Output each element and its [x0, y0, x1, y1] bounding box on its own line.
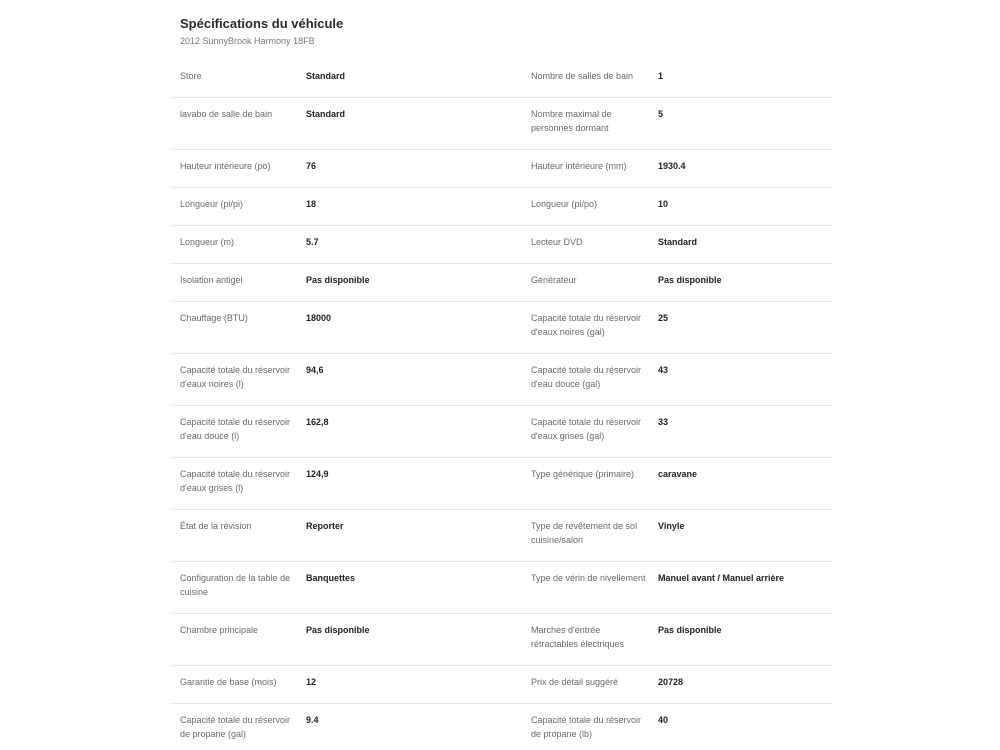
spec-label: Capacité totale du réservoir d'eaux grises (gal) — [531, 417, 642, 441]
spec-row — [522, 60, 832, 98]
spec-value: 1930.4 — [658, 161, 686, 171]
spec-value: Vinyle — [658, 521, 685, 531]
spec-row — [522, 264, 832, 302]
spec-row — [522, 150, 832, 188]
spec-value: Pas disponible — [306, 625, 370, 635]
spec-row — [170, 666, 522, 704]
spec-label: Hauteur intérieure (mm) — [531, 161, 627, 171]
spec-row — [522, 302, 832, 354]
spec-row — [522, 406, 832, 458]
spec-label: Chauffage (BTU) — [180, 313, 248, 323]
spec-value: 40 — [658, 715, 669, 725]
spec-row — [522, 510, 832, 562]
spec-label: Capacité totale du réservoir de propane (lb) — [531, 715, 642, 739]
spec-value: 18 — [306, 199, 317, 209]
spec-value: 76 — [306, 161, 317, 171]
spec-row — [170, 458, 522, 510]
spec-value: 1 — [658, 71, 664, 81]
spec-value: 43 — [658, 365, 669, 375]
spec-label: Longueur (m) — [180, 237, 235, 247]
spec-label: Configuration de la table de cuisine — [180, 573, 291, 597]
page-header — [180, 15, 343, 47]
spec-label: Capacité totale du réservoir d'eaux noires (gal) — [531, 313, 642, 337]
spec-label: Isolation antigel — [180, 275, 243, 285]
spec-label: Capacité totale du réservoir d'eau douce (l) — [180, 417, 291, 441]
spec-row — [522, 458, 832, 510]
spec-row — [170, 188, 522, 226]
spec-value: Standard — [658, 237, 698, 247]
spec-value: 94,6 — [306, 365, 324, 375]
spec-row — [170, 562, 522, 614]
spec-label: Capacité totale du réservoir d'eau douce (gal) — [531, 365, 642, 389]
spec-row — [170, 150, 522, 188]
spec-row — [170, 264, 522, 302]
spec-label: État de la révision — [180, 521, 252, 531]
spec-value: Standard — [306, 71, 346, 81]
spec-value: 25 — [658, 313, 669, 323]
specs-column-right — [522, 60, 832, 750]
spec-label: Capacité totale du réservoir d'eaux grises (l) — [180, 469, 291, 493]
spec-row — [170, 406, 522, 458]
specs-column-left — [170, 60, 522, 750]
spec-row — [522, 614, 832, 666]
spec-row — [522, 354, 832, 406]
spec-value: Pas disponible — [658, 275, 722, 285]
spec-row — [170, 302, 522, 354]
spec-value: 10 — [658, 199, 669, 209]
spec-value: 162,8 — [306, 417, 329, 427]
page-title: Spécifications du véhicule — [180, 16, 344, 31]
spec-label: Capacité totale du réservoir d'eaux noires (l) — [180, 365, 291, 389]
spec-value: 5.7 — [306, 237, 319, 247]
spec-value: Pas disponible — [658, 625, 722, 635]
vehicle-subtitle: 2012 SunnyBrook Harmony 18FB — [180, 36, 315, 46]
spec-label: Prix de détail suggéré — [531, 677, 619, 687]
spec-label: Capacité totale du réservoir de propane (gal) — [180, 715, 291, 739]
spec-label: Chambre principale — [180, 625, 259, 635]
spec-row — [522, 226, 832, 264]
spec-row — [522, 704, 832, 750]
spec-value: Standard — [306, 109, 346, 119]
spec-value: Reporter — [306, 521, 344, 531]
spec-value: Manuel avant / Manuel arrière — [658, 573, 785, 583]
spec-label: Type de revêtement de sol cuisine/salon — [531, 521, 638, 545]
spec-label: Garantie de base (mois) — [180, 677, 277, 687]
spec-label: Nombre de salles de bain — [531, 71, 634, 81]
spec-row — [522, 562, 832, 614]
spec-row — [170, 354, 522, 406]
spec-row — [170, 98, 522, 150]
spec-value: caravane — [658, 469, 698, 479]
spec-row — [170, 614, 522, 666]
spec-value: 9.4 — [306, 715, 319, 725]
spec-label: lavabo de salle de bain — [180, 109, 273, 119]
spec-value: 18000 — [306, 313, 332, 323]
spec-label: Lecteur DVD — [531, 237, 583, 247]
spec-row — [170, 704, 522, 750]
spec-value: 12 — [306, 677, 317, 687]
spec-label: Longueur (pi/po) — [531, 199, 598, 209]
spec-value: 5 — [658, 109, 664, 119]
spec-row — [522, 666, 832, 704]
spec-label: Type générique (primaire) — [531, 469, 635, 479]
spec-label: Générateur — [531, 275, 577, 285]
spec-label: Longueur (pi/pi) — [180, 199, 244, 209]
spec-row — [170, 226, 522, 264]
spec-row — [522, 188, 832, 226]
spec-label: Marches d'entrée rétractables électriques — [531, 625, 625, 649]
spec-value: 20728 — [658, 677, 684, 687]
spec-label: Type de vérin de nivellement — [531, 573, 646, 583]
spec-value: Pas disponible — [306, 275, 370, 285]
spec-label: Nombre maximal de personnes dormant — [531, 109, 612, 133]
spec-value: 33 — [658, 417, 669, 427]
spec-row — [522, 98, 832, 150]
spec-value: 124,9 — [306, 469, 329, 479]
spec-row — [170, 60, 522, 98]
spec-label: Store — [180, 71, 202, 81]
spec-value: Banquettes — [306, 573, 356, 583]
spec-label: Hauteur intérieure (po) — [180, 161, 271, 171]
spec-row — [170, 510, 522, 562]
